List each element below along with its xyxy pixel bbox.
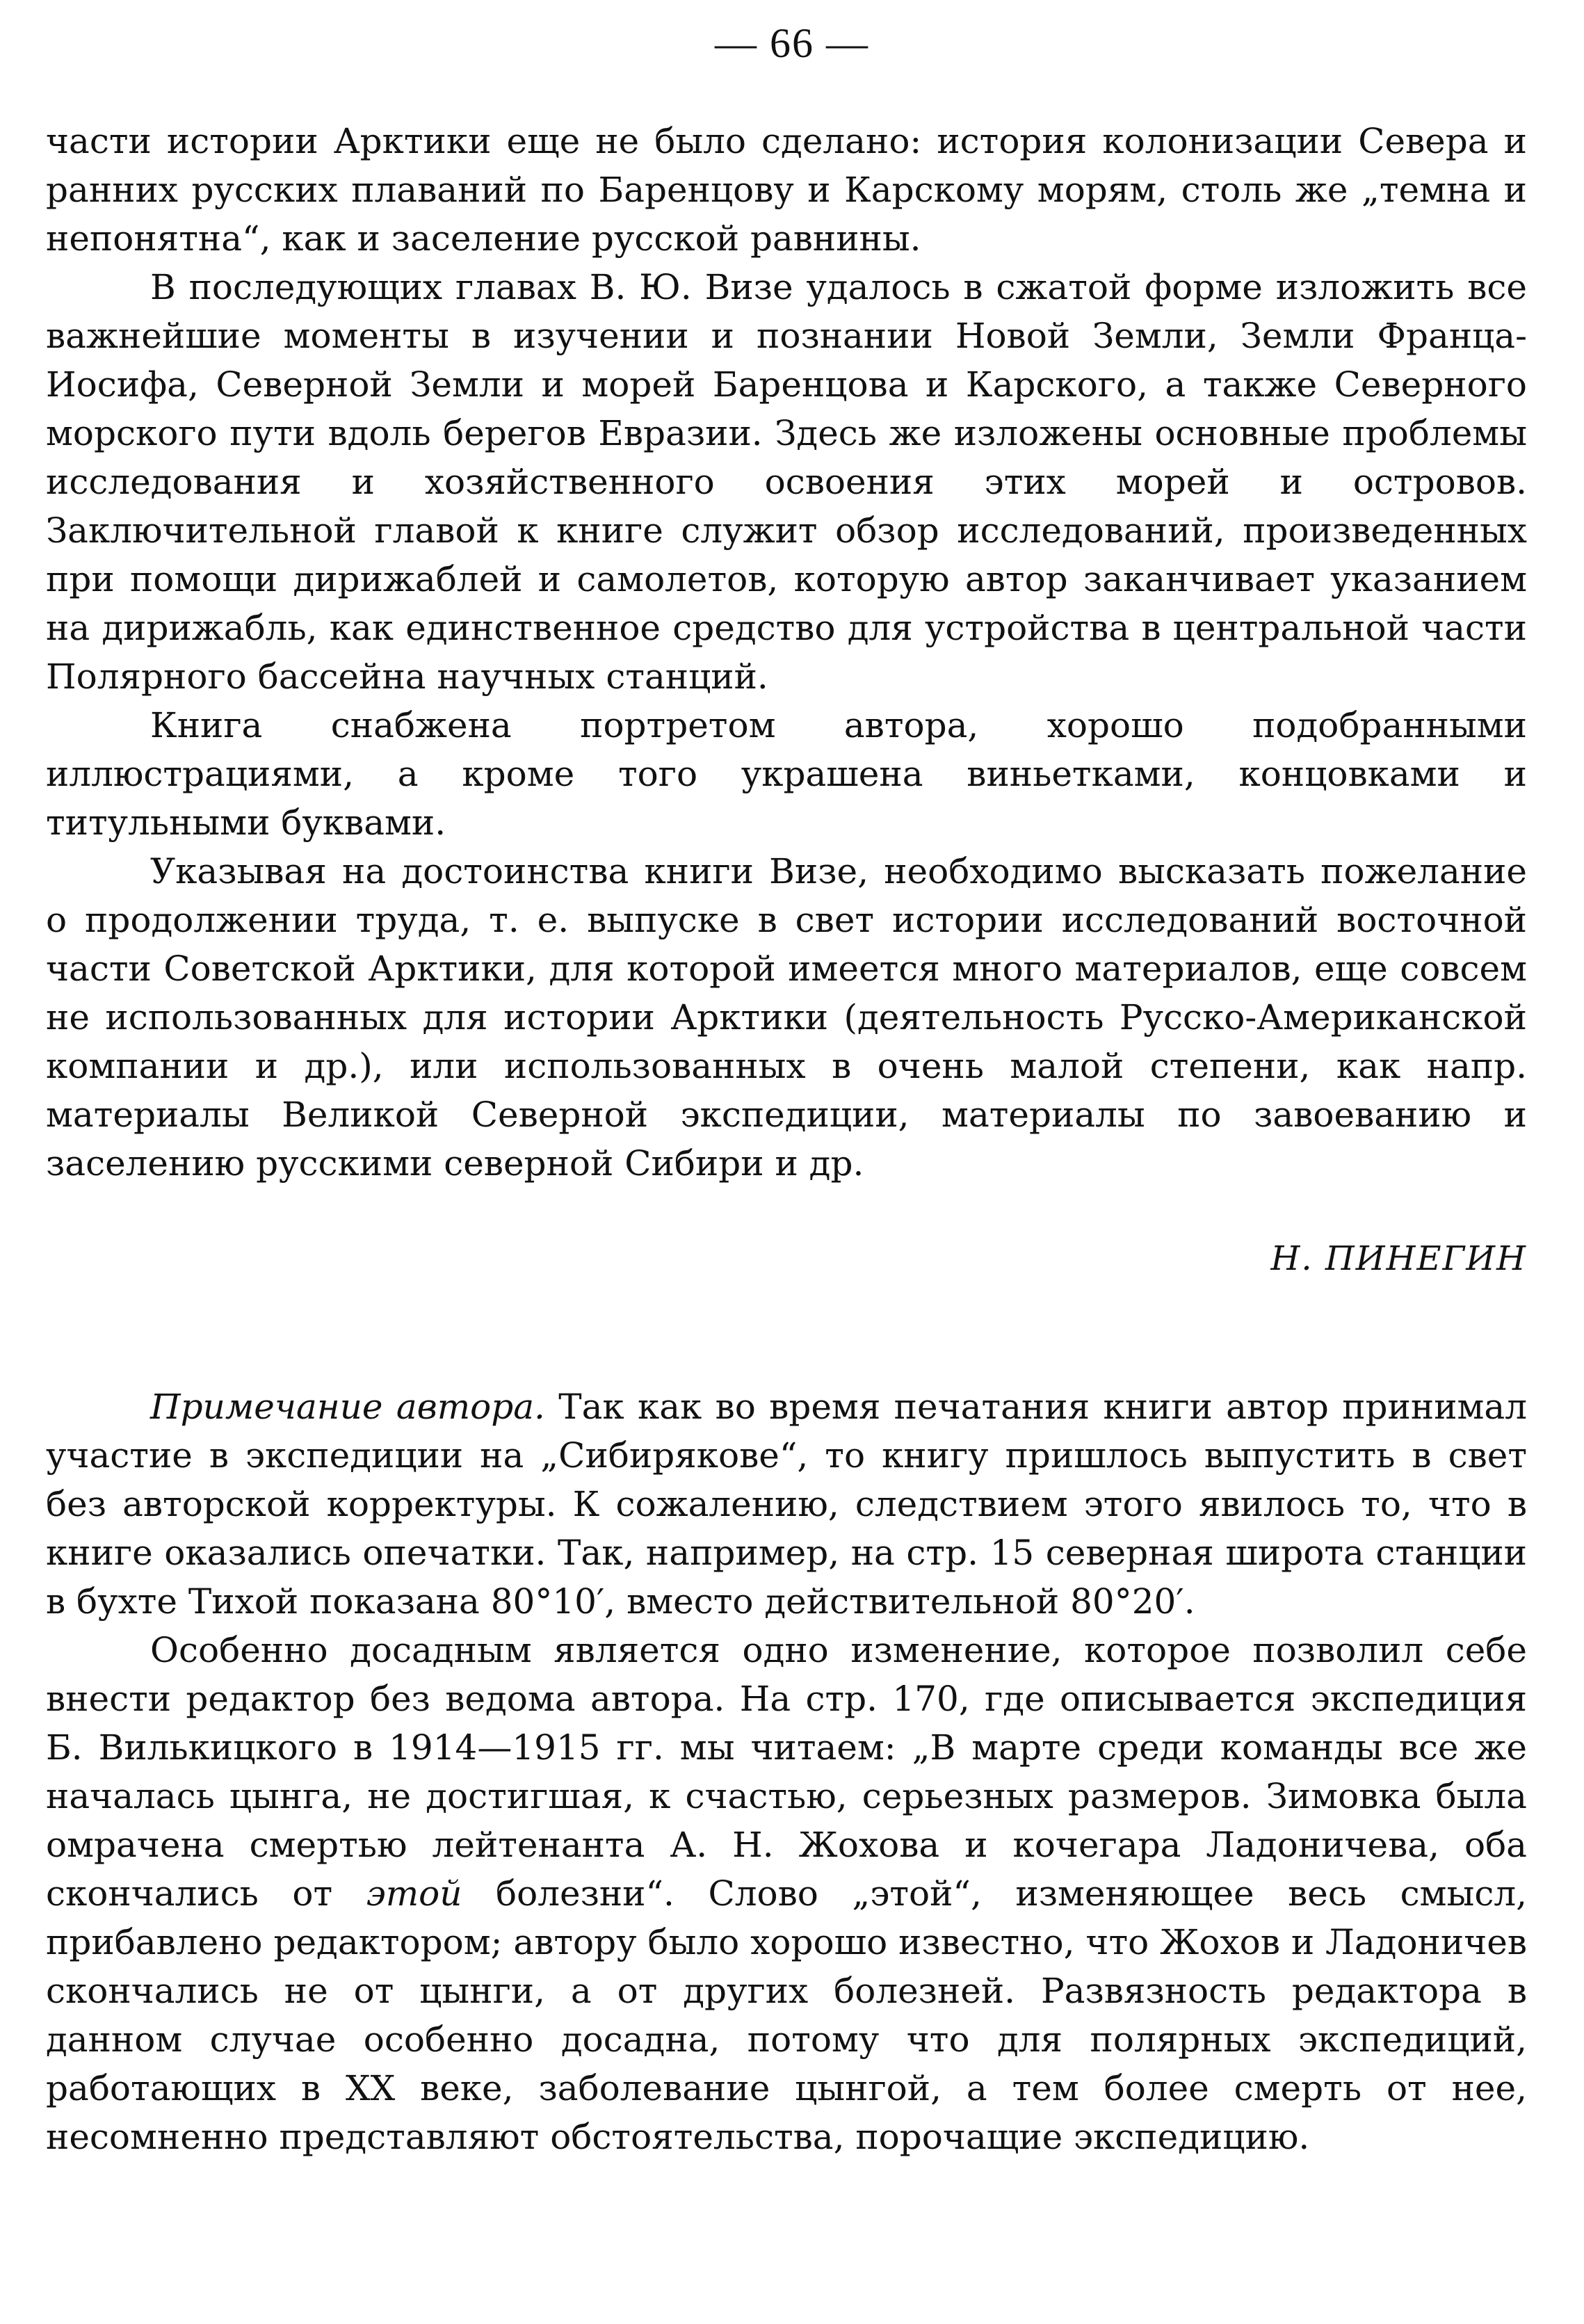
review-signature: Н. ПИНЕГИН xyxy=(1270,1239,1527,1278)
note-paragraph-2-text-a: Особенно досадным является одно изменение, которое позволил себе внести редактор без ведома автора. На стр. 170, где описывается экспедиция Б. Вилькицкого в 1914—1915 гг. мы читаем: „В марте среди команды все же началась цынга, не достигшая, к счастью, серьезных размеров. Зимовка была омрачена смертью лейтенанта А. Н. Жохова и кочегара Ладоничева, оба скончались от xyxy=(46,1630,1527,1914)
review-text xyxy=(46,117,1527,1188)
review-paragraph-1: части истории Арктики еще не было сделано: история колонизации Севера и ранних русских плаваний по Баренцову и Карскому морям, столь же „темна и непонятна“, как и заселение русской равнины. xyxy=(46,121,1527,259)
note-paragraph-1 xyxy=(46,1382,1527,1626)
review-paragraph-2: В последующих главах В. Ю. Визе удалось в сжатой форме изложить все важнейшие моменты в изучении и познании Новой Земли, Земли Франца-Иосифа, Северной Земли и морей Баренцова и Карского, а также Северного морского пути вдоль берегов Евразии. Здесь же изложены основные проблемы исследования и хозяйственного освоения этих морей и островов. Заключительной главой к книге служит обзор исследований, произведенных при помощи дирижаблей и самолетов, которую автор заканчивает указанием на дирижабль, как единственное средство для устройства в центральной части Полярного бассейна научных станций. xyxy=(46,267,1527,697)
note-paragraph-2-text-b: болезни“. Слово „этой“, изменяющее весь смысл, прибавлено редактором; автору было хорошо известно, что Жохов и Ладоничев скончались не от цынги, а от других болезней. Развязность редактора в данном случае особенно досадна, потому что для полярных экспедиций, работающих в XX веке, заболевание цынгой, а тем более смерть от нее, несомненно представляют обстоятельства, порочащие экспедицию. xyxy=(46,1873,1527,2157)
review-paragraph-4: Указывая на достоинства книги Визе, необходимо высказать пожелание о продолжении труда, т. е. выпуске в свет истории исследований восточной части Советской Арктики, для которой имеется много материалов, еще совсем не использованных для истории Арктики (деятельность Русско-Американской компании и др.), или использованных в очень малой степени, как напр. материалы Великой Северной экспедиции, материалы по завоеванию и заселению русскими северной Сибири и др. xyxy=(46,851,1527,1184)
note-emphasis-word: этой xyxy=(366,1873,462,1914)
note-paragraph-2 xyxy=(46,1626,1527,2161)
author-note xyxy=(46,1382,1527,2161)
note-paragraph-1-text: Так как во время печатания книги автор принимал участие в экспедиции на „Сибирякове“, то книгу пришлось выпустить в свет без авторской корректуры. К сожалению, следствием этого явилось то, что в книге оказались опечатки. Так, например, на стр. 15 северная широта станции в бухте Тихой показана 80°10′, вместо действительной 80°20′. xyxy=(46,1387,1527,1622)
review-paragraph-3: Книга снабжена портретом автора, хорошо подобранными иллюстрациями, а кроме того украшена виньетками, концовками и титульными буквами. xyxy=(46,705,1527,843)
note-heading: Примечание автора. xyxy=(150,1387,545,1427)
page-number: — 66 — xyxy=(715,20,869,66)
